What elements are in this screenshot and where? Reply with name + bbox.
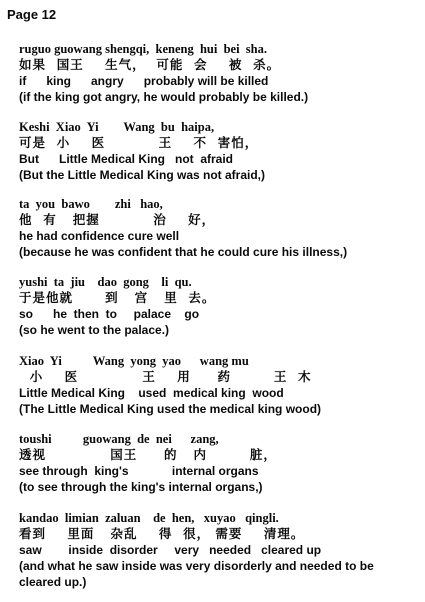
english-gloss-line: so he then to palace go <box>19 307 200 321</box>
chinese-line: 看到 里面 杂乱 得 很， 需要 清理。 <box>19 526 305 541</box>
pinyin-line: yushi ta jiu dao gong li qu. <box>19 275 192 289</box>
chinese-line: 于是他就 到 宫 里 去。 <box>19 290 216 305</box>
english-gloss-line: if king angry probably will be killed <box>19 74 269 88</box>
verse-block <box>19 510 419 590</box>
verse-block <box>19 119 419 183</box>
verse-block <box>19 353 419 417</box>
verse-block <box>19 431 419 495</box>
verse-block <box>19 274 419 338</box>
translation-line: (because he was confident that he could cure his illness,) <box>19 245 348 259</box>
english-gloss-line: Little Medical King used medical king wood <box>19 386 284 400</box>
pinyin-line: Xiao Yi Wang yong yao wang mu <box>19 354 249 368</box>
translation-line: (so he went to the palace.) <box>19 323 170 337</box>
english-gloss-line: But Little Medical King not afraid <box>19 152 234 166</box>
pinyin-line: Keshi Xiao Yi Wang bu haipa, <box>19 120 215 134</box>
english-gloss-line: saw inside disorder very needed cleared up <box>19 543 322 557</box>
page-number: Page 12 <box>7 7 57 22</box>
chinese-line: 小 医 王 用 药 王 木 <box>19 369 312 384</box>
verse-block <box>19 196 419 260</box>
chinese-line: 如果 国王 生气， 可能 会 被 杀。 <box>19 57 281 72</box>
chinese-line: 他 有 把握 治 好， <box>19 212 216 227</box>
pinyin-line: kandao limian zaluan de hen, xuyao qingli. <box>19 511 279 525</box>
pinyin-line: toushi guowang de nei zang, <box>19 432 219 446</box>
translation-line: (The Little Medical King used the medical king wood) <box>19 402 322 416</box>
translation-line: (if the king got angry, he would probably be killed.) <box>19 90 309 104</box>
chinese-line: 可是 小 医 王 不 害怕， <box>19 135 259 150</box>
translation-line: (But the Little Medical King was not afraid,) <box>19 168 266 182</box>
pinyin-line: ruguo guowang shengqi, keneng hui bei sha. <box>19 42 267 56</box>
translation-line: (to see through the king's internal organs,) <box>19 480 263 494</box>
english-gloss-line: he had confidence cure well <box>19 229 180 243</box>
pinyin-line: ta you bawo zhi hao, <box>19 197 163 211</box>
chinese-line: 透视 国王 的 内 脏， <box>19 447 277 462</box>
translation-line: (and what he saw inside was very disorderly and needed to be cleared up.) <box>19 559 374 589</box>
english-gloss-line: see through king's internal organs <box>19 464 259 478</box>
verse-block <box>19 41 419 105</box>
